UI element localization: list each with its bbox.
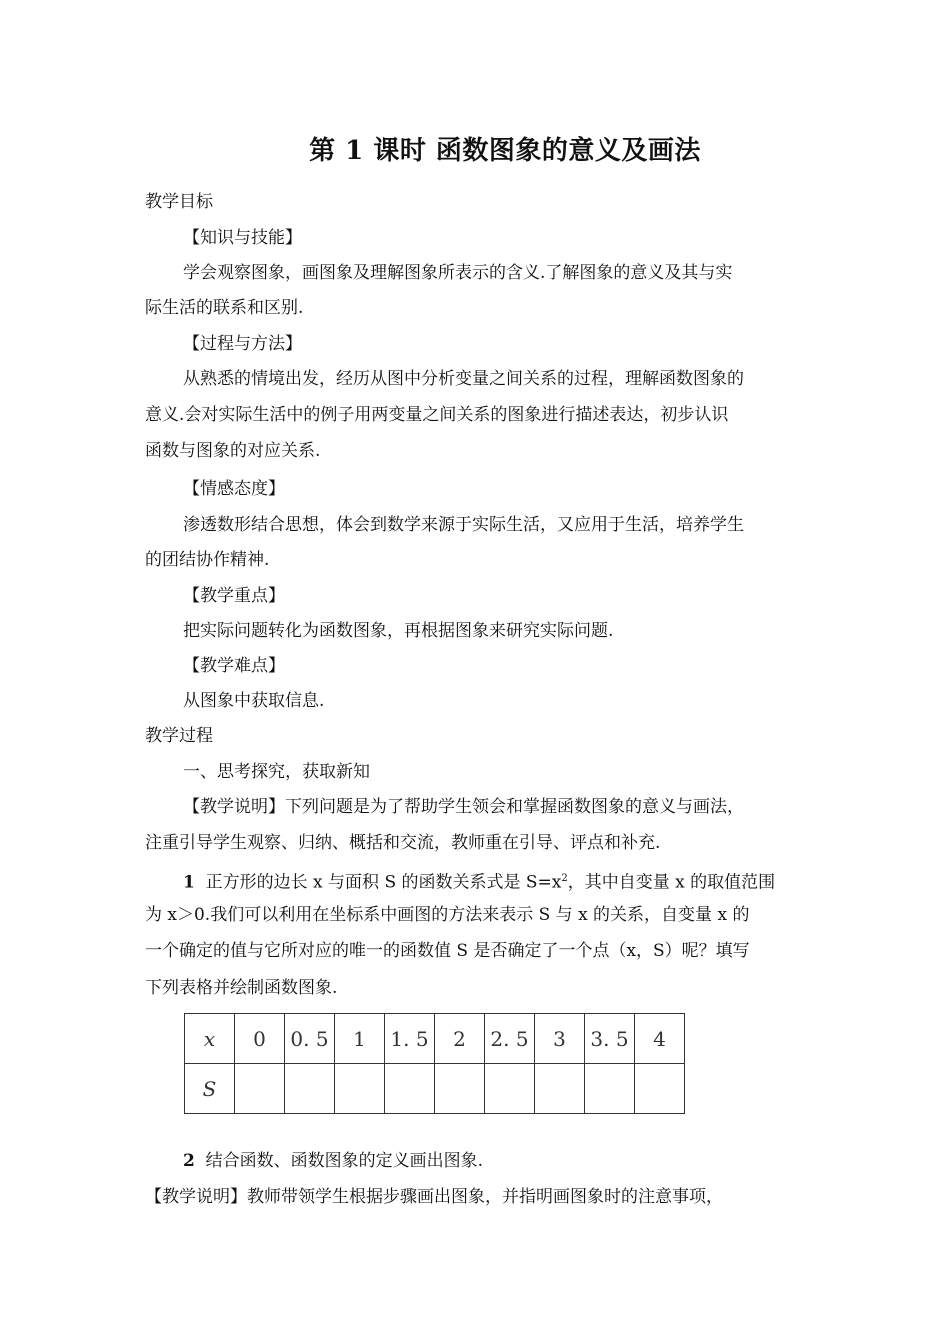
teaching-note: 注重引导学生观察、归纳、概括和交流，教师重在引导、评点和补充. xyxy=(145,833,661,853)
table-cell xyxy=(235,1064,285,1114)
teaching-note: 【教学说明】教师带领学生根据步骤画出图象，并指明画图象时的注意事项， xyxy=(145,1187,723,1207)
table-cell: 1 xyxy=(335,1014,385,1064)
question-one-text: 下列表格并绘制函数图象. xyxy=(145,978,338,998)
table-cell xyxy=(285,1064,335,1114)
table-row-x xyxy=(185,1014,685,1064)
table-cell: 0. 5 xyxy=(285,1014,335,1064)
table-cell xyxy=(585,1064,635,1114)
table-cell: 2 xyxy=(435,1014,485,1064)
process-text: 函数与图象的对应关系. xyxy=(145,441,321,461)
question-number: 2 xyxy=(183,1151,195,1171)
table-cell: 3. 5 xyxy=(585,1014,635,1064)
question-one-text: 为 x＞0.我们可以利用在坐标系中画图的方法来表示 S 与 x 的关系，自变量 x 的 xyxy=(145,905,750,925)
process-text: 从熟悉的情境出发，经历从图中分析变量之间关系的过程，理解函数图象的 xyxy=(183,369,744,389)
process-text: 意义.会对实际生活中的例子用两变量之间关系的图象进行描述表达，初步认识 xyxy=(145,405,729,425)
table-cell: x xyxy=(185,1014,235,1064)
teaching-note: 【教学说明】下列问题是为了帮助学生领会和掌握函数图象的意义与画法， xyxy=(183,797,744,817)
part-one-heading: 一、思考探究，获取新知 xyxy=(183,762,370,782)
objectives-heading: 教学目标 xyxy=(145,192,213,212)
page-title: 第 1 课时 函数图象的意义及画法 xyxy=(309,136,701,166)
emotion-text: 渗透数形结合思想，体会到数学来源于实际生活，又应用于生活，培养学生 xyxy=(183,515,744,535)
knowledge-text: 学会观察图象，画图象及理解图象所表示的含义.了解图象的意义及其与实 xyxy=(183,263,733,283)
question-one-text: 一个确定的值与它所对应的唯一的函数值 S 是否确定了一个点（x，S）呢？填写 xyxy=(145,941,750,961)
process-heading: 【过程与方法】 xyxy=(183,334,302,354)
table-cell xyxy=(435,1064,485,1114)
value-table xyxy=(184,1013,685,1114)
knowledge-heading: 【知识与技能】 xyxy=(183,228,302,248)
knowledge-text: 际生活的联系和区别. xyxy=(145,298,304,318)
table-cell xyxy=(485,1064,535,1114)
question-one: 1 正方形的边长 x 与面积 S 的函数关系式是 $S=x^2$，其中自变量 x 的取值范围 xyxy=(183,872,776,893)
key-text: 把实际问题转化为函数图象，再根据图象来研究实际问题. xyxy=(183,621,614,641)
difficulty-heading: 【教学难点】 xyxy=(183,656,285,676)
table-cell xyxy=(335,1064,385,1114)
table-cell: S xyxy=(185,1064,235,1114)
table-cell xyxy=(635,1064,685,1114)
table-cell: 2. 5 xyxy=(485,1014,535,1064)
key-heading: 【教学重点】 xyxy=(183,586,285,606)
table-cell xyxy=(535,1064,585,1114)
process-section-heading: 教学过程 xyxy=(145,726,213,746)
table-row-s xyxy=(185,1064,685,1114)
question-number: 1 xyxy=(183,872,195,893)
question-two: 2 结合函数、函数图象的定义画出图象. xyxy=(183,1151,484,1171)
difficulty-text: 从图象中获取信息. xyxy=(183,691,325,711)
emotion-text: 的团结协作精神. xyxy=(145,550,270,570)
table-cell: 1. 5 xyxy=(385,1014,435,1064)
table-cell: 4 xyxy=(635,1014,685,1064)
table-cell xyxy=(385,1064,435,1114)
table-cell: 3 xyxy=(535,1014,585,1064)
table-cell: 0 xyxy=(235,1014,285,1064)
emotion-heading: 【情感态度】 xyxy=(183,479,285,499)
